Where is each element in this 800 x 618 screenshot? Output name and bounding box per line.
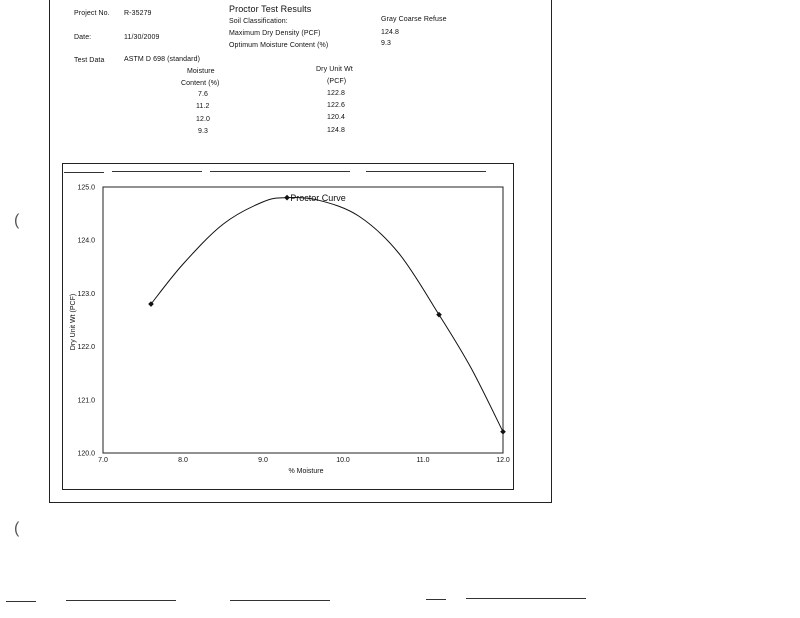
scan-dash <box>6 601 36 602</box>
plot-area <box>103 187 503 453</box>
y-axis-label: Dry Unit Wt (PCF) <box>70 293 77 351</box>
project-value: R-35279 <box>124 10 152 17</box>
soil-classification-value: Gray Coarse Refuse <box>381 16 447 23</box>
data-point <box>436 312 442 318</box>
table-header-density-2: (PCF) <box>327 78 347 85</box>
table-row-1-density: 122.8 <box>327 90 346 97</box>
x-tick-label: 8.0 <box>178 457 188 464</box>
table-row-3-moisture: 12.0 <box>196 116 211 123</box>
results-title: Proctor Test Results <box>229 4 312 14</box>
scan-dash <box>230 600 330 601</box>
y-tick-label: 125.0 <box>77 184 95 192</box>
scan-dash <box>66 600 176 601</box>
data-point <box>284 195 290 201</box>
y-tick-label: 122.0 <box>77 344 95 352</box>
table-row-4-density: 124.8 <box>327 127 346 134</box>
y-tick-label: 121.0 <box>77 397 95 405</box>
optimum-moisture-label: Optimum Moisture Content (%) <box>229 42 329 49</box>
punch-hole-mark: ( <box>14 212 20 229</box>
table-row-1-moisture: 7.6 <box>198 91 209 98</box>
table-header-density-1: Dry Unit Wt <box>316 66 353 73</box>
table-header-moisture-2: Content (%) <box>181 80 220 87</box>
chart-title: Proctor Curve <box>290 193 346 203</box>
max-dry-density-label: Maximum Dry Density (PCF) <box>229 30 321 37</box>
x-tick-label: 11.0 <box>416 457 430 464</box>
project-label: Project No. <box>74 10 110 17</box>
test-data-label: Test Data <box>74 57 105 64</box>
optimum-moisture-value: 9.3 <box>381 40 392 47</box>
y-tick-label: 120.0 <box>77 450 95 458</box>
x-axis-label: % Moisture <box>288 468 324 475</box>
x-tick-label: 7.0 <box>98 457 108 464</box>
table-header-moisture-1: Moisture <box>187 68 215 75</box>
y-tick-label: 123.0 <box>77 290 95 298</box>
soil-classification-label: Soil Classification: <box>229 18 288 25</box>
date-value: 11/30/2009 <box>124 34 160 41</box>
data-point <box>500 429 506 435</box>
proctor-curve-line <box>151 198 503 432</box>
y-tick-label: 124.0 <box>77 237 95 245</box>
max-dry-density-value: 124.8 <box>381 29 400 36</box>
scan-dash <box>426 599 446 600</box>
x-tick-label: 12.0 <box>496 457 510 464</box>
x-tick-label: 10.0 <box>336 457 350 464</box>
date-label: Date: <box>74 34 92 41</box>
x-tick-label: 9.0 <box>258 457 268 464</box>
scan-dash <box>466 598 586 599</box>
punch-hole-mark: ( <box>14 520 20 537</box>
table-row-4-moisture: 9.3 <box>198 128 209 135</box>
table-row-2-density: 122.6 <box>327 102 346 109</box>
table-row-3-density: 120.4 <box>327 114 346 121</box>
test-data-value: ASTM D 698 (standard) <box>124 56 201 63</box>
table-row-2-moisture: 11.2 <box>196 103 210 110</box>
